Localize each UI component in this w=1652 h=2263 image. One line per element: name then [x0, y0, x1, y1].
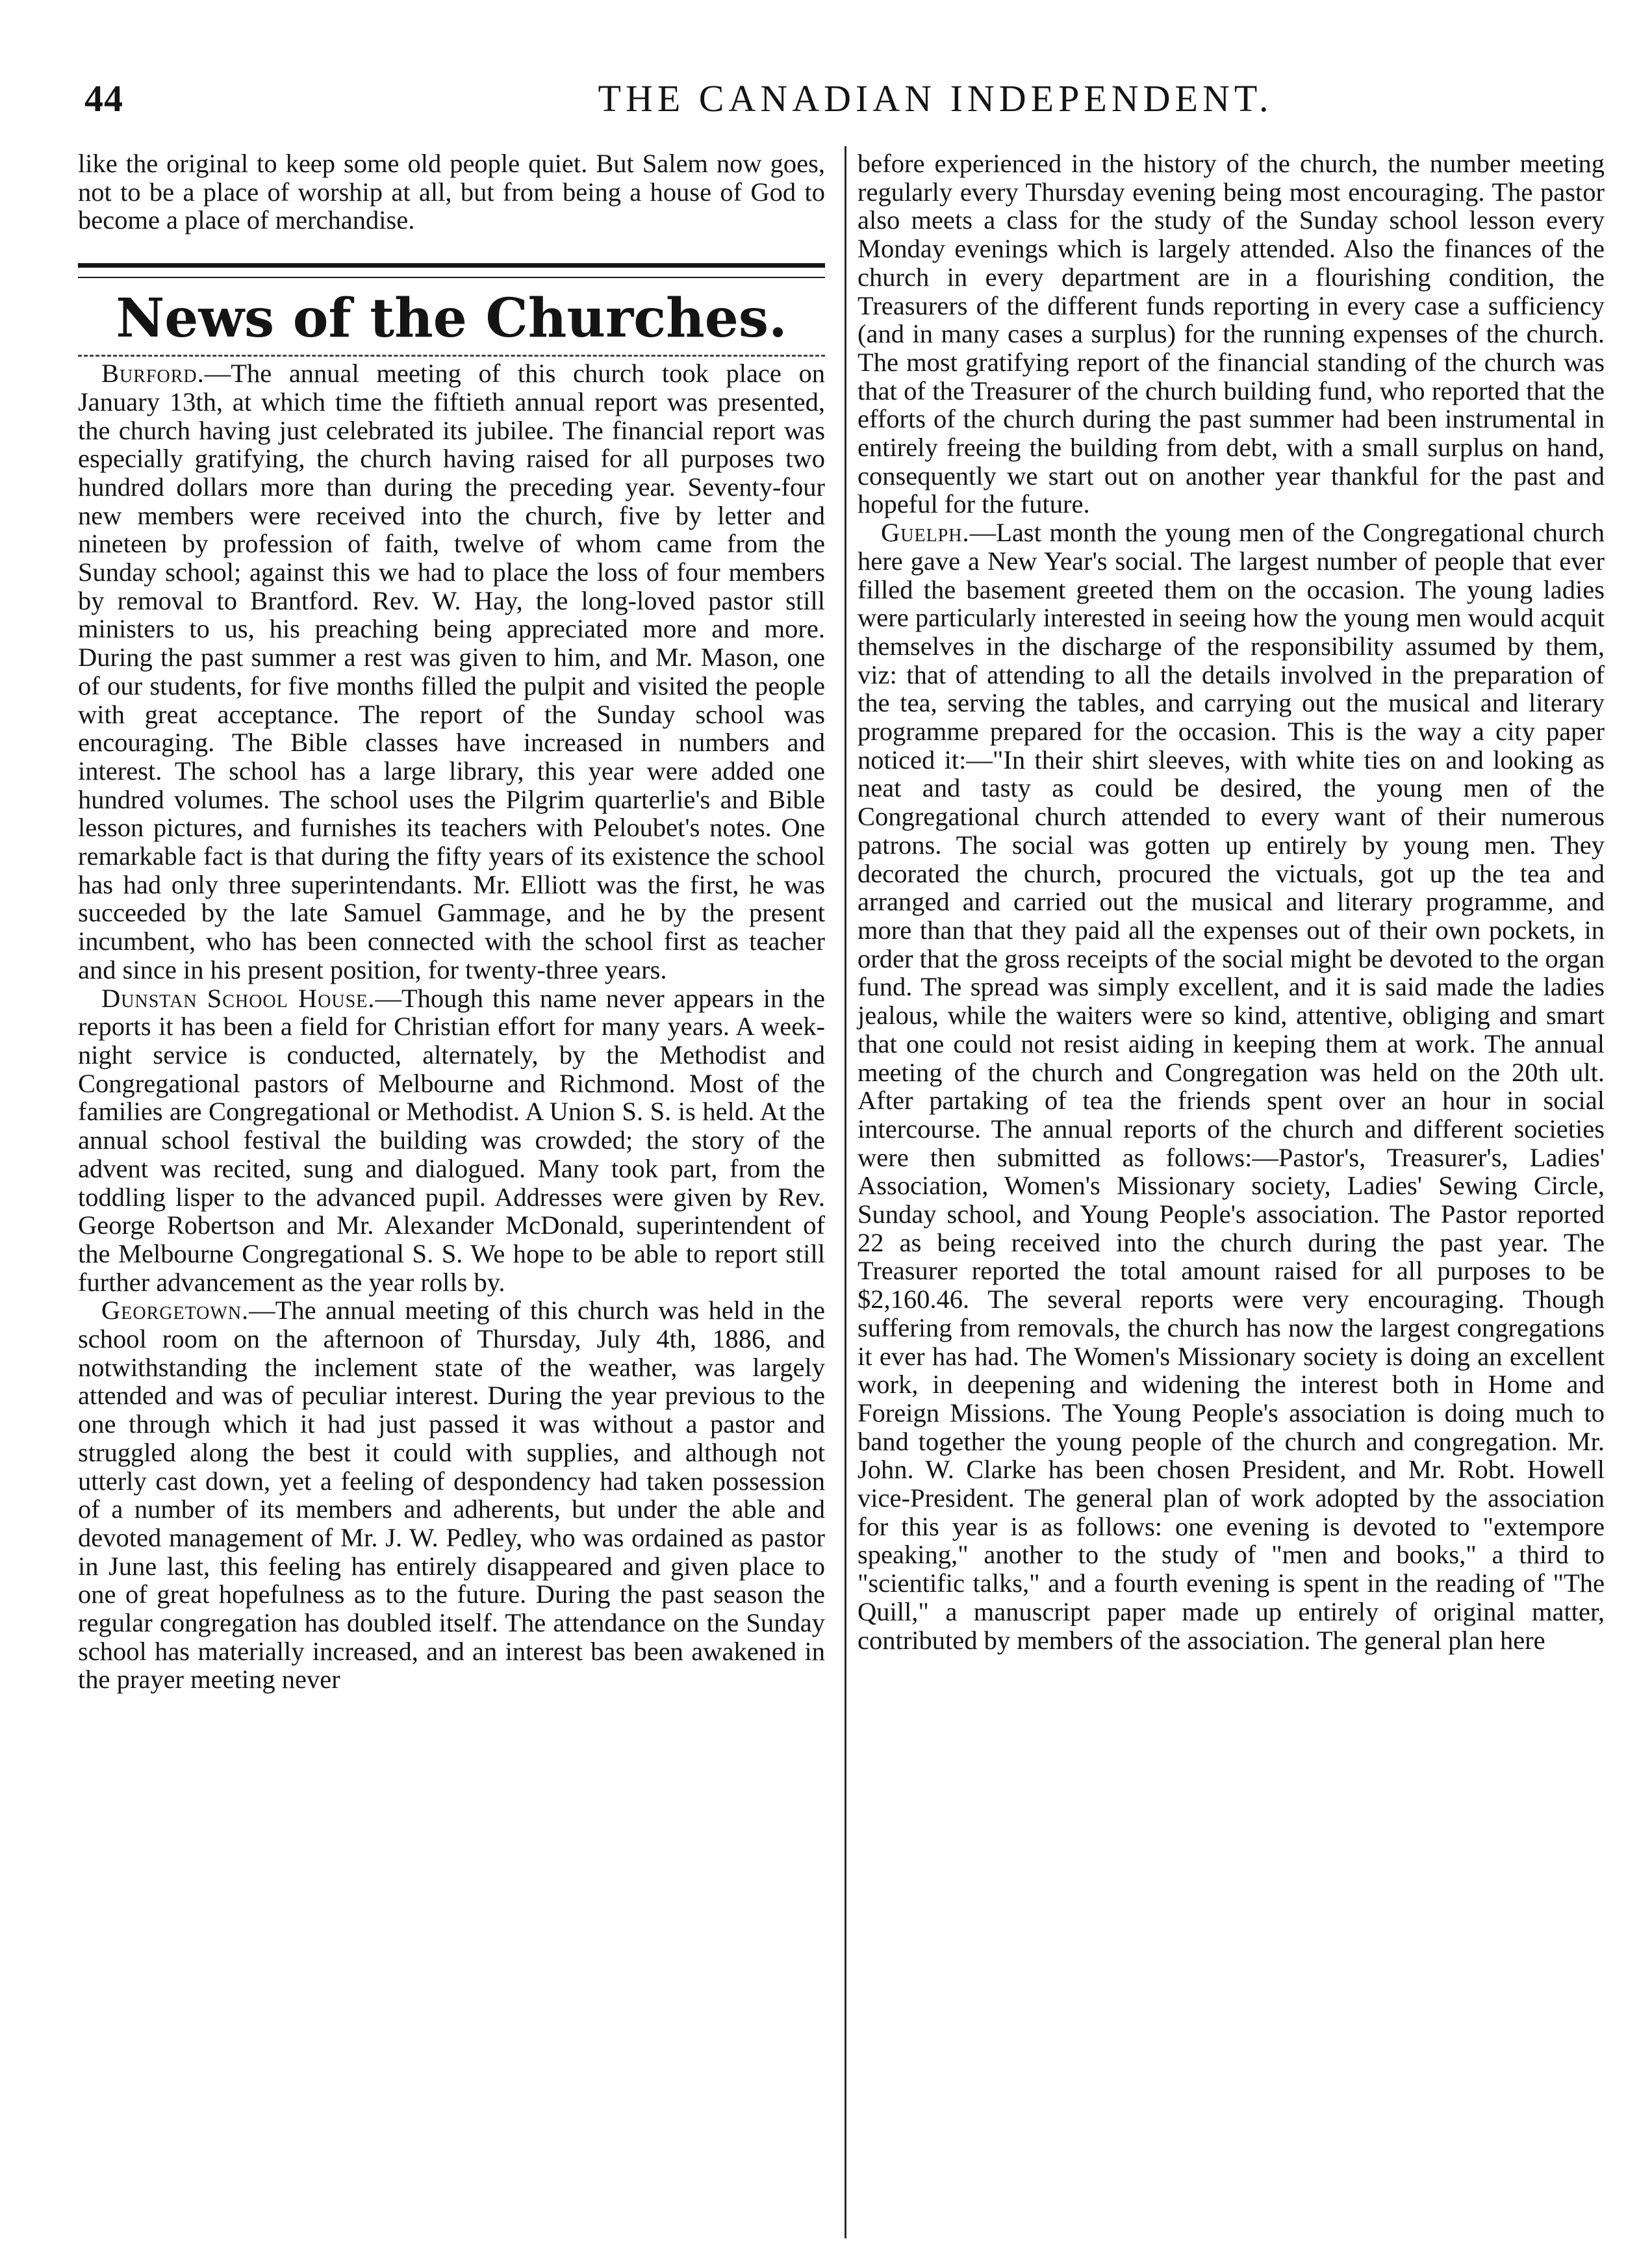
georgetown-continued: before experienced in the history of the church, the number meeting regularly every Thursday evening being most encouraging. The pastor also meets a class for the study of the Sunday school lesson every Monday evenings which is largely attended. Also the finances of the church in every department are in a flourishing condition, the Treasurers of the different funds reporting in every case a sufficiency (and in many cases a surplus) for the running expenses of the church. The most gratifying report of the financial standing of the church was that of the Treasurer of the church building fund, who reported that the efforts of the church during the past summer had been instrumental in entirely freeing the building from debt, with a small surplus on hand, consequently we start out on another year thankful for the past and hopeful for the future. — [858, 149, 1605, 519]
georgetown-place: Georgetown. — [101, 1296, 249, 1325]
heading-divider — [78, 355, 825, 357]
journal-title: THE CANADIAN INDEPENDENT. — [598, 77, 1273, 120]
dunstan-place: Dunstan School House. — [101, 983, 375, 1013]
right-column — [858, 149, 1605, 1654]
georgetown-article — [78, 1296, 825, 1694]
guelph-article — [858, 518, 1605, 1654]
burford-article — [78, 359, 825, 984]
section-rule — [78, 263, 825, 278]
burford-place: Burford. — [101, 359, 205, 389]
georgetown-text: —The annual meeting of this church was held in the school room on the afternoon of Thursday, July 4th, 1886, and notwithstanding the inclement state of the weather, was largely attended and was of peculiar interest. During the year previous to the one through which it had just passed it was without a pastor and struggled along the best it could with supplies, and although not utterly cast down, yet a feeling of despondency had taken possession of a number of its members and adherents, but under the able and devoted management of Mr. J. W. Pedley, who was ordained as pastor in June last, this feeling has entirely disappeared and given place to one of great hopefulness as to the future. During the past season the regular congregation has doubled itself. The attendance on the Sunday school has materially increased, and an interest bas been awakened in the prayer meeting never — [78, 1296, 825, 1694]
column-divider — [845, 146, 846, 2238]
dunstan-article — [78, 984, 825, 1297]
page-number: 44 — [84, 77, 123, 120]
guelph-place: Guelph. — [881, 518, 970, 548]
intro-paragraph: like the original to keep some old people quiet. But Salem now goes, not to be a place of worship at all, but from being a house of God to become a place of merchandise. — [78, 149, 825, 235]
guelph-text: —Last month the young men of the Congregational church here gave a New Year's social. The largest number of people that ever filled the basement greeted them on the occasion. The young ladies were particularly interested in seeing how the young men would acquit themselves in the discharge of the responsibility assumed by them, viz: that of attending to all the details involved in the preparation of the tea, serving the tables, and carrying out the musical and literary programme prepared for the occasion. This is the way a city paper noticed it:—"In their shirt sleeves, with white ties on and looking as neat and tasty as could be desired, the young men of the Congregational church attended to every want of their numerous patrons. The social was gotten up entirely by young men. They decorated the church, procured the victuals, got up the tea and arranged and carried out the musical and literary programme, and more than that they paid all the expenses out of their own pockets, in order that the gross receipts of the social might be devoted to the organ fund. The spread was simply excellent, and it is said made the ladies jealous, while the waiters were so kind, attentive, obliging and smart that one could not resist aiding in keeping them at work. The annual meeting of the church and Congregation was held on the 20th ult. After partaking of tea the friends spent over an hour in social intercourse. The annual reports of the church and different societies were then submitted as follows:—Pastor's, Treasurer's, Ladies' Association, Women's Missionary society, Ladies' Sewing Circle, Sunday school, and Young People's association. The Pastor reported 22 as being received into the church during the past year. The Treasurer reported the total amount raised for all purposes to be $2,160.46. The several reports were very encouraging. Though suffering from removals, the church has now the largest congregations it ever has had. The Women's Missionary society is doing an excellent work, in deepening and widening the interest both in Home and Foreign Missions. The Young People's association is doing much to band together the young people of the church and congregation. Mr. John. W. Clarke has been chosen President, and Mr. Robt. Howell vice-President. The general plan of work adopted by the association for this year is as follows: one evening is devoted to "extempore speaking," another to the study of "men and books," a third to "scientific talks," and a fourth evening is spent in the reading of "The Quill," a manuscript paper made up entirely of original matter, contributed by members of the association. The general plan here — [858, 518, 1605, 1655]
burford-text: —The annual meeting of this church took place on January 13th, at which time the fiftieth annual report was presented, the church having just celebrated its jubilee. The financial report was especially gratifying, the church having raised for all purposes two hundred dollars more than during the preceding year. Seventy-four new members were received into the church, five by letter and nineteen by profession of faith, twelve of whom came from the Sunday school; against this we had to place the loss of four members by removal to Brantford. Rev. W. Hay, the long-loved pastor still ministers to us, his preaching being appreciated more and more. During the past summer a rest was given to him, and Mr. Mason, one of our students, for five months filled the pulpit and visited the people with great acceptance. The report of the Sunday school was encouraging. The Bible classes have increased in numbers and interest. The school has a large library, this year were added one hundred volumes. The school uses the Pilgrim quarterlie's and Bible lesson pictures, and furnishes its teachers with Peloubet's notes. One remarkable fact is that during the fifty years of its existence the school has had only three superintendants. Mr. Elliott was the first, he was succeeded by the late Samuel Gammage, and he by the present incumbent, who has been connected with the school first as teacher and since in his present position, for twenty-three years. — [78, 359, 825, 984]
page-header — [84, 77, 1579, 129]
section-heading: News of the Churches. — [116, 287, 787, 350]
left-column — [78, 149, 825, 1694]
dunstan-text: —Though this name never appears in the reports it has been a field for Christian effort for many years. A week-night service is conducted, alternately, by the Methodist and Congregational pastors of Melbourne and Richmond. Most of the families are Congregational or Methodist. A Union S. S. is held. At the annual school festival the building was crowded; the story of the advent was recited, sung and dialogued. Many took part, from the toddling lisper to the advanced pupil. Addresses were given by Rev. George Robertson and Mr. Alexander McDonald, superintendent of the Melbourne Congregational S. S. We hope to be able to report still further advancement as the year rolls by. — [78, 983, 825, 1297]
